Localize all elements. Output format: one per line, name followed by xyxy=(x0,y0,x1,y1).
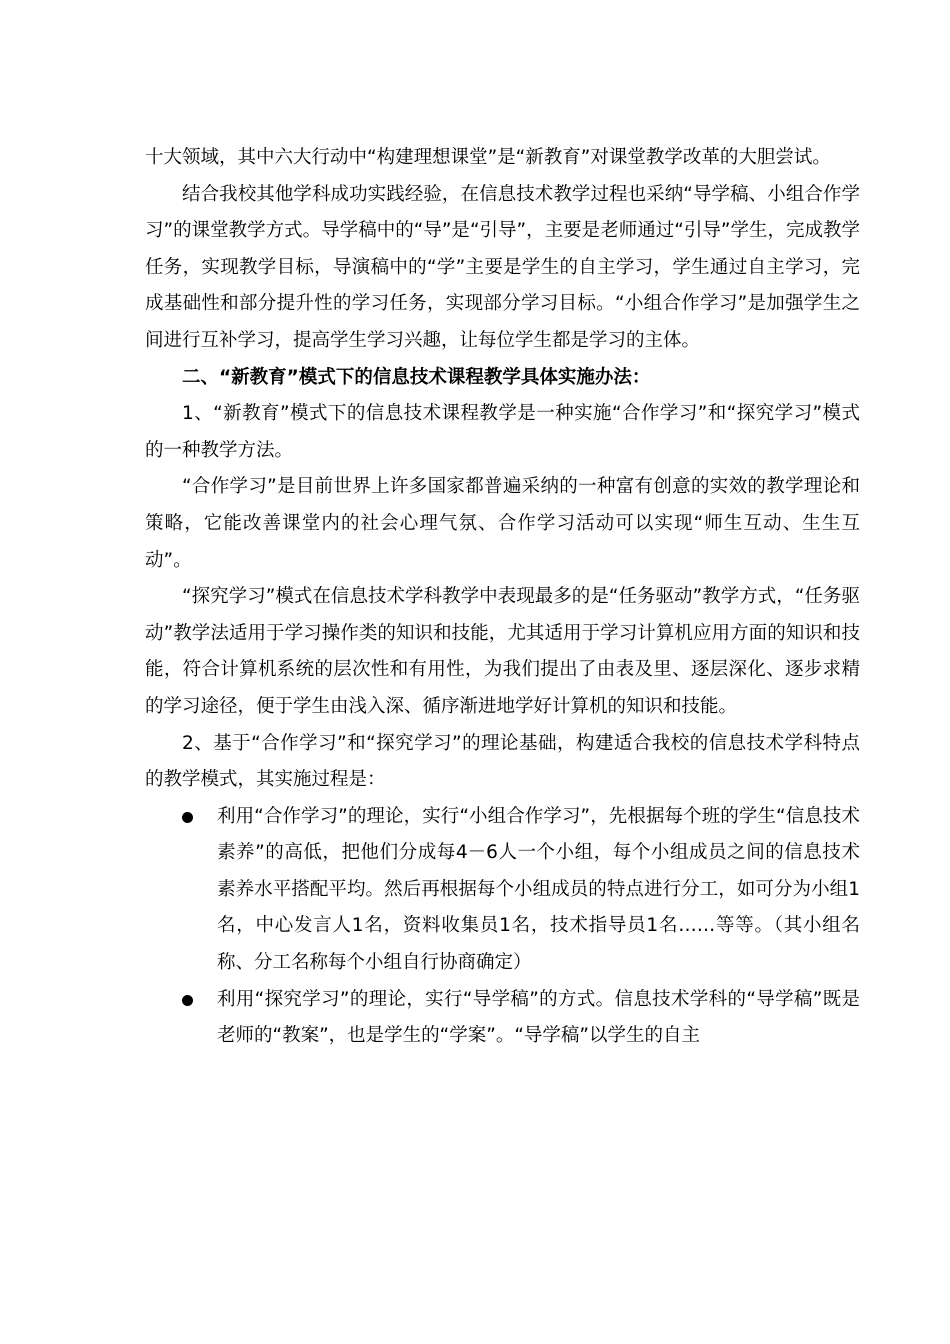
bullet-item-group-study xyxy=(145,799,860,982)
paragraph-inquiry-learning: “探究学习”模式在信息技术学科教学中表现最多的是“任务驱动”教学方式，“任务驱动”教学法适用于学习操作类的知识和技能，尤其适用于学习计算机应用方面的知识和技能，符合计算机系统的层次性和有用性，为我们提出了由表及里、逐层深化、逐步求精的学习途径，便于学生由浅入深、循序渐进地学好计算机的知识和技能。 xyxy=(145,586,860,717)
document-page xyxy=(145,140,860,1055)
bullet-text: 利用“合作学习”的理论，实行“小组合作学习”，先根据每个班的学生“信息技术素养”的高低，把他们分成每4－6人一个小组，每个小组成员之间的信息技术素养水平搭配平均。然后再根据每个小组成员的特点进行分工，如可分为小组1名，中心发言人1名，资料收集员1名，技术指导员1名……等等。（其小组名称、分工名称每个小组自行协商确定） xyxy=(217,805,860,974)
bullet-text: 利用“探究学习”的理论，实行“导学稿”的方式。信息技术学科的“导学稿”既是老师的“教案”，也是学生的“学案”。“导学稿”以学生的自主 xyxy=(217,988,860,1047)
section-heading-implementation: 二、“新教育”模式下的信息技术课程教学具体实施办法： xyxy=(182,366,651,388)
paragraph-intro-continued: 十大领域，其中六大行动中“构建理想课堂”是“新教育”对课堂教学改革的大胆尝试。 xyxy=(145,147,831,168)
paragraph-cooperative-learning: “合作学习”是目前世界上许多国家都普遍采纳的一种富有创意的实效的教学理论和策略，它能改善课堂内的社会心理气氛、合作学习活动可以实现“师生互动、生生互动”。 xyxy=(145,476,860,571)
paragraph-point-1: 1、“新教育”模式下的信息技术课程教学是一种实施“合作学习”和“探究学习”模式的一种教学方法。 xyxy=(145,403,860,461)
bullet-dot-icon xyxy=(182,995,193,1006)
paragraph-point-2: 2、基于“合作学习”和“探究学习”的理论基础，构建适合我校的信息技术学科特点的教学模式，其实施过程是： xyxy=(145,732,860,791)
bullet-item-guided-draft xyxy=(145,982,860,1055)
bullet-dot-icon xyxy=(182,812,193,823)
paragraph-guided-study: 结合我校其他学科成功实践经验，在信息技术教学过程也采纳“导学稿、小组合作学习”的课堂教学方式。导学稿中的“导”是“引导”，主要是老师通过“引导”学生，完成教学任务，实现教学目标，导演稿中的“学”主要是学生的自主学习，学生通过自主学习，完成基础性和部分提升性的学习任务，实现部分学习目标。“小组合作学习”是加强学生之间进行互补学习，提高学生学习兴趣，让每位学生都是学习的主体。 xyxy=(145,183,860,351)
